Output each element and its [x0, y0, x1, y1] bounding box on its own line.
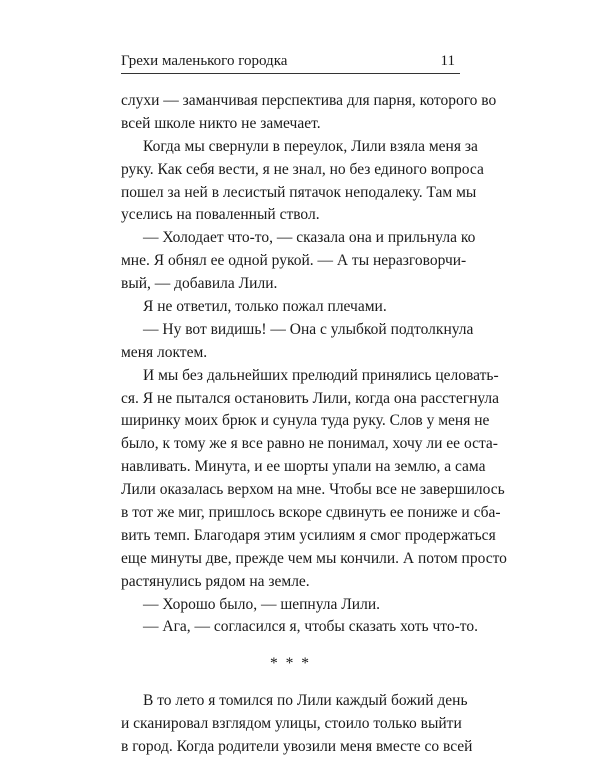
header-rule	[121, 73, 460, 74]
book-title: Грехи маленького городка	[121, 53, 288, 69]
text-line: В то лето я томился по Лили каждый божий день	[143, 692, 468, 710]
text-line: И мы без дальнейших прелюдий принялись целовать-	[143, 366, 499, 384]
text-line: навливать. Минута, и ее шорты упали на землю, а сама	[121, 458, 486, 476]
text-line: уселись на поваленный ствол.	[121, 206, 320, 224]
text-line: слухи — заманчивая перспектива для парня, которого во	[121, 92, 497, 109]
page-number: 11	[440, 53, 455, 69]
text-line: ширинку моих брюк и сунула туда руку. Слов у меня не	[121, 412, 490, 430]
text-line: — Хорошо было, — шепнула Лили.	[143, 595, 380, 613]
text-line: еще минуты две, прежде чем мы кончили. А потом просто	[121, 549, 507, 567]
text-line: Когда мы свернули в переулок, Лили взяла меня за	[143, 137, 478, 155]
text-line: в тот же миг, пришлось вскоре сдвинуть ее пониже и сба-	[121, 504, 501, 522]
text-line: — Ну вот видишь! — Она с улыбкой подтолкнула	[143, 320, 474, 338]
text-line: Лили оказалась верхом на мне. Чтобы все не завершилось	[121, 481, 505, 499]
text-line: пошел за ней в лесистый пятачок неподалеку. Там мы	[121, 183, 477, 201]
text-line: растянулись рядом на земле.	[121, 572, 310, 590]
text-line: — Ага, — согласился я, чтобы сказать хоть что-то.	[143, 618, 478, 636]
text-line: ся. Я не пытался остановить Лили, когда она расстегнула	[121, 389, 500, 407]
text-line: руку. Как себя вести, я не знал, но без единого вопроса	[121, 160, 484, 178]
text-line: и сканировал взглядом улицы, стоило только выйти	[121, 715, 462, 733]
text-line: было, к тому же я все равно не понимал, хочу ли ее оста-	[121, 435, 498, 453]
text-line: в город. Когда родители увозили меня вместе со всей	[121, 738, 473, 756]
section-break: * * *	[270, 655, 311, 673]
page-body	[121, 90, 507, 759]
text-line: всей школе никто не замечает.	[121, 114, 321, 132]
text-line: вый, — добавила Лили.	[121, 275, 278, 293]
text-line: Я не ответил, только пожал плечами.	[143, 298, 387, 316]
text-line: — Холодает что-то, — сказала она и прильнула ко	[143, 229, 476, 247]
text-line: мне. Я обнял ее одной рукой. — А ты неразговорчи-	[121, 252, 467, 270]
text-line: меня локтем.	[121, 343, 208, 361]
text-line: вить темп. Благодаря этим усилиям я смог продержаться	[121, 526, 496, 544]
